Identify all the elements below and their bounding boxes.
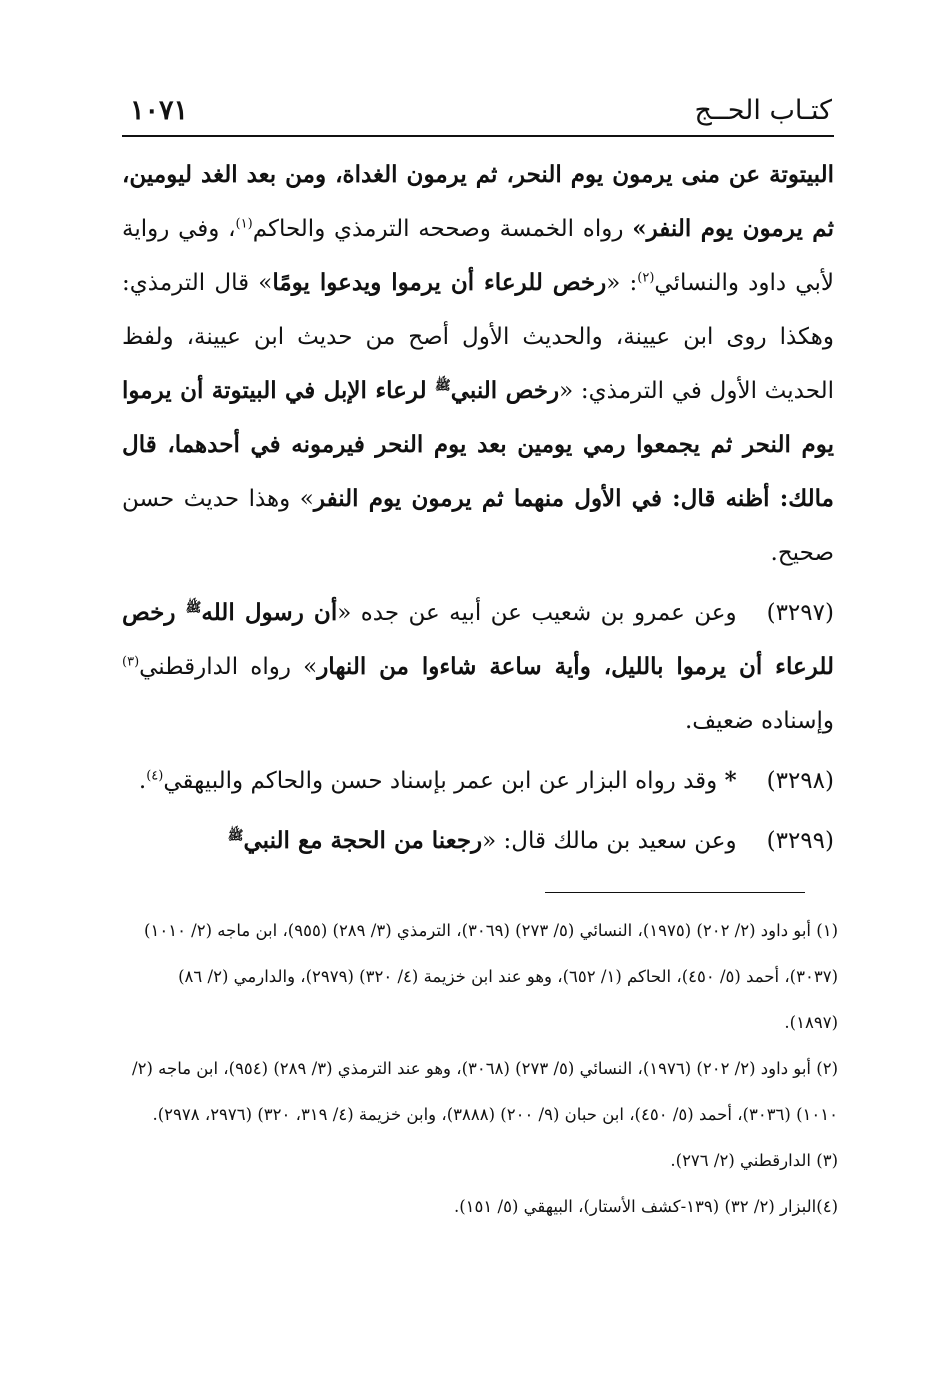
footnote-4: (٤)البزار (٢/ ٣٢) (١٣٩-كشف الأستار)، البيهقي (٥/ ١٥١). <box>453 1197 838 1216</box>
footnote-separator <box>545 892 805 893</box>
footnote-ref[interactable]: (٣) <box>122 654 140 670</box>
text: » وهذا حديث حسن صحيح. <box>122 486 834 566</box>
hadith-text: رخص للرعاء أن يرموا بالليل، وأية ساعة شاءوا من النهار <box>122 599 834 680</box>
paragraph-continuation <box>122 148 834 580</box>
salutation-glyph: ﷺ <box>227 828 244 844</box>
text: وعن سعيد بن مالك قال: « <box>482 828 737 854</box>
hadith-text: لرعاء الإبل في البيتوتة أن يرموا يوم النحر ثم يجمعوا رمي يومين بعد يوم النحر فيرمونه في أحدهما، قال مالك: أظنه قال: في الأول منهما ثم يرمون يوم النفر <box>122 377 834 512</box>
hadith-3299 <box>122 814 834 868</box>
page-number: ١٠٧١ <box>130 95 189 126</box>
footnote-ref[interactable]: (٢) <box>637 270 655 286</box>
text: وإسناده ضعيف. <box>684 708 834 734</box>
hadith-text: البيتوتة عن منى يرمون يوم النحر، ثم يرمون الغداة، ومن بعد الغد ليومين، ثم يرمون يوم النفر» <box>122 161 835 242</box>
running-title: كتـاب الحــج <box>694 95 832 126</box>
hadith-3297 <box>122 586 834 748</box>
text: ، وفي رواية لأبي داود والنسائي <box>122 216 834 296</box>
footnote-ref[interactable]: (١) <box>235 216 253 232</box>
text: » قال الترمذي: وهكذا روى ابن عيينة، والحديث الأول أصح من حديث ابن عيينة، ولفظ الحديث الأول في الترمذي: « <box>122 270 834 404</box>
hadith-text: رجعنا من الحجة مع النبي <box>243 827 483 854</box>
hadith-number: (٣٢٩٨) <box>766 768 834 794</box>
footnote-1: (١) أبو داود (٢/ ٢٠٢) (١٩٧٥)، النسائي (٥/ ٢٧٣) (٣٠٦٩)، الترمذي (٣/ ٢٨٩) (٩٥٥)، ابن ماجه (٢/ ١٠١٠) (٣٠٣٧)، أحمد (٥/ ٤٥٠)، الحاكم (١/ ٦٥٢)، وهو عند ابن خزيمة (٤/ ٣٢٠) (٢٩٧٩)، والدارمي (٢/ ٨٦) (١٨٩٧). <box>144 921 838 1032</box>
footnote-ref[interactable]: (٤) <box>146 768 164 784</box>
main-text <box>122 148 834 868</box>
text: رواه الخمسة وصححه الترمذي والحاكم <box>252 216 633 242</box>
salutation-glyph: ﷺ <box>435 378 451 394</box>
hadith-number: (٣٢٩٧) <box>766 600 834 626</box>
text: » رواه الدارقطني <box>139 654 318 680</box>
text: : « <box>606 270 638 296</box>
salutation-glyph: ﷺ <box>185 600 202 616</box>
text: وقد رواه البزار عن ابن عمر بإسناد حسن والحاكم والبيهقي <box>163 768 725 794</box>
footnote-2: (٢) أبو داود (٢/ ٢٠٢) (١٩٧٦)، النسائي (٥/ ٢٧٣) (٣٠٦٨)، وهو عند الترمذي (٣/ ٢٨٩) (٩٥٤)، ابن ماجه (٢/ ١٠١٠) (٣٠٣٦)، أحمد (٥/ ٤٥٠)، ابن حبان (٩/ ٢٠٠) (٣٨٨٨)، وابن خزيمة (٤/ ٣١٩، ٣٢٠) (٢٩٧٦، ٢٩٧٨). <box>132 1059 838 1124</box>
hadith-text: رخص النبي <box>450 377 560 404</box>
star-mark: * <box>724 767 737 794</box>
header-rule <box>122 135 834 137</box>
hadith-3298 <box>122 754 834 808</box>
hadith-text: رخص للرعاء أن يرموا ويدعوا يومًا <box>272 269 607 296</box>
page-header <box>122 95 834 135</box>
footnotes <box>122 908 838 1230</box>
footnote-3: (٣) الدارقطني (٢/ ٢٧٦). <box>670 1151 838 1170</box>
text: . <box>138 768 147 794</box>
hadith-number: (٣٢٩٩) <box>766 828 834 854</box>
text: وعن عمرو بن شعيب عن أبيه عن جده « <box>337 600 737 626</box>
hadith-text: أن رسول الله <box>201 599 338 626</box>
